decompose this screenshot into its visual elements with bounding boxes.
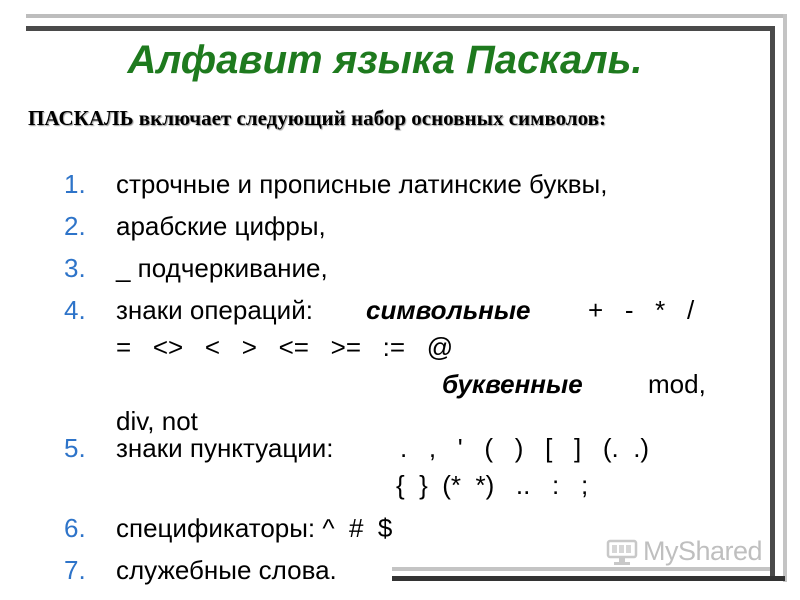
letter-ops-2: div, not <box>116 406 198 436</box>
list-text: _ подчеркивание, <box>116 253 328 283</box>
watermark-text: MyShared <box>643 536 763 566</box>
list-text: служебные слова. <box>116 555 337 585</box>
punctuation-marks-1: . , ' ( ) [ ] (. .) <box>400 433 650 463</box>
frame-top-dark-bar <box>26 26 770 31</box>
punctuation-line-1 <box>116 427 766 464</box>
symbolic-ops-2: = <> < > <= >= := @ <box>116 332 454 362</box>
frame-top-light-bar <box>26 14 786 18</box>
letter-label: буквенные <box>442 369 583 399</box>
frame-right-light-bar <box>783 14 787 582</box>
list-text: строчные и прописные латинские буквы, <box>116 169 608 199</box>
list-item <box>64 247 764 289</box>
slide-title: Алфавит языка Паскаль. <box>127 38 643 82</box>
symbols-list <box>64 163 764 591</box>
operations-line-3 <box>116 363 766 400</box>
myshared-logo-icon <box>606 538 640 568</box>
list-number: 4. <box>64 295 86 325</box>
list-item <box>64 205 764 247</box>
list-number: 2. <box>64 211 86 241</box>
list-item-operations <box>64 289 764 436</box>
operations-line-1 <box>116 289 766 326</box>
frame-right-dark-bar <box>770 26 775 581</box>
operations-line-2 <box>116 326 766 363</box>
punctuation-marks-2: { } (* *) .. : ; <box>396 470 589 500</box>
symbolic-label: символьные <box>366 295 531 325</box>
operations-label: знаки операций: <box>116 295 321 325</box>
slide-subtitle <box>28 106 770 131</box>
list-item <box>64 163 764 205</box>
list-number: 5. <box>64 433 86 463</box>
list-text: спецификаторы: ^ # $ <box>116 513 393 543</box>
list-number: 7. <box>64 555 86 585</box>
list-item-punctuation <box>64 427 764 507</box>
list-text: арабские цифры, <box>116 211 326 241</box>
symbolic-ops-1: + - * / <box>588 295 695 325</box>
punctuation-line-2 <box>116 464 766 501</box>
subtitle-text: включает следующий набор основных символов: <box>133 106 606 130</box>
letter-ops-1: mod, <box>648 369 706 399</box>
punctuation-label: знаки пунктуации: <box>116 433 334 463</box>
subtitle-pascal: ПАСКАЛЬ <box>28 106 134 130</box>
list-number: 6. <box>64 513 86 543</box>
list-number: 1. <box>64 169 86 199</box>
list-number: 3. <box>64 253 86 283</box>
